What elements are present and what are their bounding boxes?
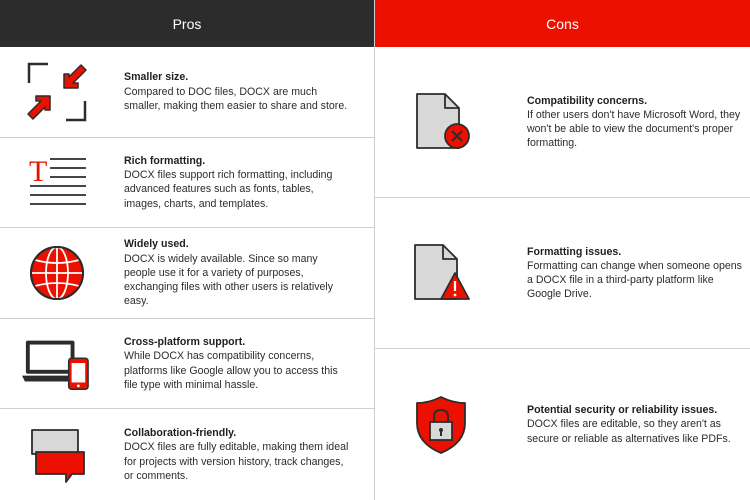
pros-header: Pros (0, 0, 374, 47)
cons-item-text (527, 245, 750, 302)
document-error-icon (405, 86, 477, 158)
chat-bubbles-icon (22, 420, 92, 490)
cons-item-text (527, 403, 750, 446)
cons-item-text (527, 94, 750, 151)
pros-item-title: Smaller size. (124, 71, 189, 84)
cons-list (375, 47, 750, 500)
pros-item-widely-used (0, 228, 374, 319)
cons-item-compatibility (375, 47, 750, 198)
pros-item-title: Rich formatting. (124, 154, 206, 167)
compress-arrows-icon (22, 57, 92, 127)
pros-item-title: Widely used. (124, 238, 189, 251)
svg-text:T: T (29, 155, 48, 189)
pros-item-desc: DOCX files support rich formatting, including advanced features such as fonts, tables, images, charts, and templates. (124, 169, 333, 210)
laptop-phone-icon (22, 329, 92, 399)
cons-item-formatting (375, 198, 750, 349)
pros-item-desc: DOCX is widely available. Since so many people use it for a variety of purposes, exchanging files with other users is relatively easy. (124, 252, 334, 308)
cons-header: Cons (375, 0, 750, 47)
pros-item-text (124, 70, 349, 113)
cons-item-desc: DOCX files are editable, so they aren't as secure or reliable as alternatives like PDFs. (527, 418, 731, 445)
cons-item-security (375, 349, 750, 500)
pros-item-desc: Compared to DOC files, DOCX are much smaller, making them easier to share and store. (124, 85, 348, 112)
cons-item-desc: Formatting can change when someone opens a DOCX file in a third-party platform like Google Drive. (527, 259, 742, 301)
cons-item-desc: If other users don't have Microsoft Word, they won't be able to view the document's proper formatting. (527, 108, 741, 150)
cons-column (375, 0, 750, 500)
pros-item-text (124, 335, 349, 392)
text-formatting-icon (22, 147, 92, 217)
document-warning-icon (405, 237, 477, 309)
pros-item-text (124, 237, 349, 308)
pros-item-collaboration (0, 409, 374, 500)
cons-item-title: Formatting issues. (527, 245, 622, 258)
shield-lock-icon (405, 389, 477, 461)
globe-icon (22, 238, 92, 308)
pros-item-desc: While DOCX has compatibility concerns, platforms like Google allow you to access this file type with minimal hassle. (124, 350, 338, 391)
cons-item-title: Potential security or reliability issues. (527, 404, 718, 417)
pros-item-rich-formatting (0, 138, 374, 229)
cons-item-title: Compatibility concerns. (527, 94, 648, 107)
pros-item-text (124, 426, 349, 483)
pros-item-desc: DOCX files are fully editable, making them ideal for projects with version history, track changes, or comments. (124, 441, 349, 482)
pros-item-cross-platform (0, 319, 374, 410)
pros-item-text (124, 154, 349, 211)
pros-list (0, 47, 374, 500)
pros-item-title: Collaboration-friendly. (124, 427, 237, 440)
pros-item-smaller-size (0, 47, 374, 138)
pros-item-title: Cross-platform support. (124, 336, 246, 349)
